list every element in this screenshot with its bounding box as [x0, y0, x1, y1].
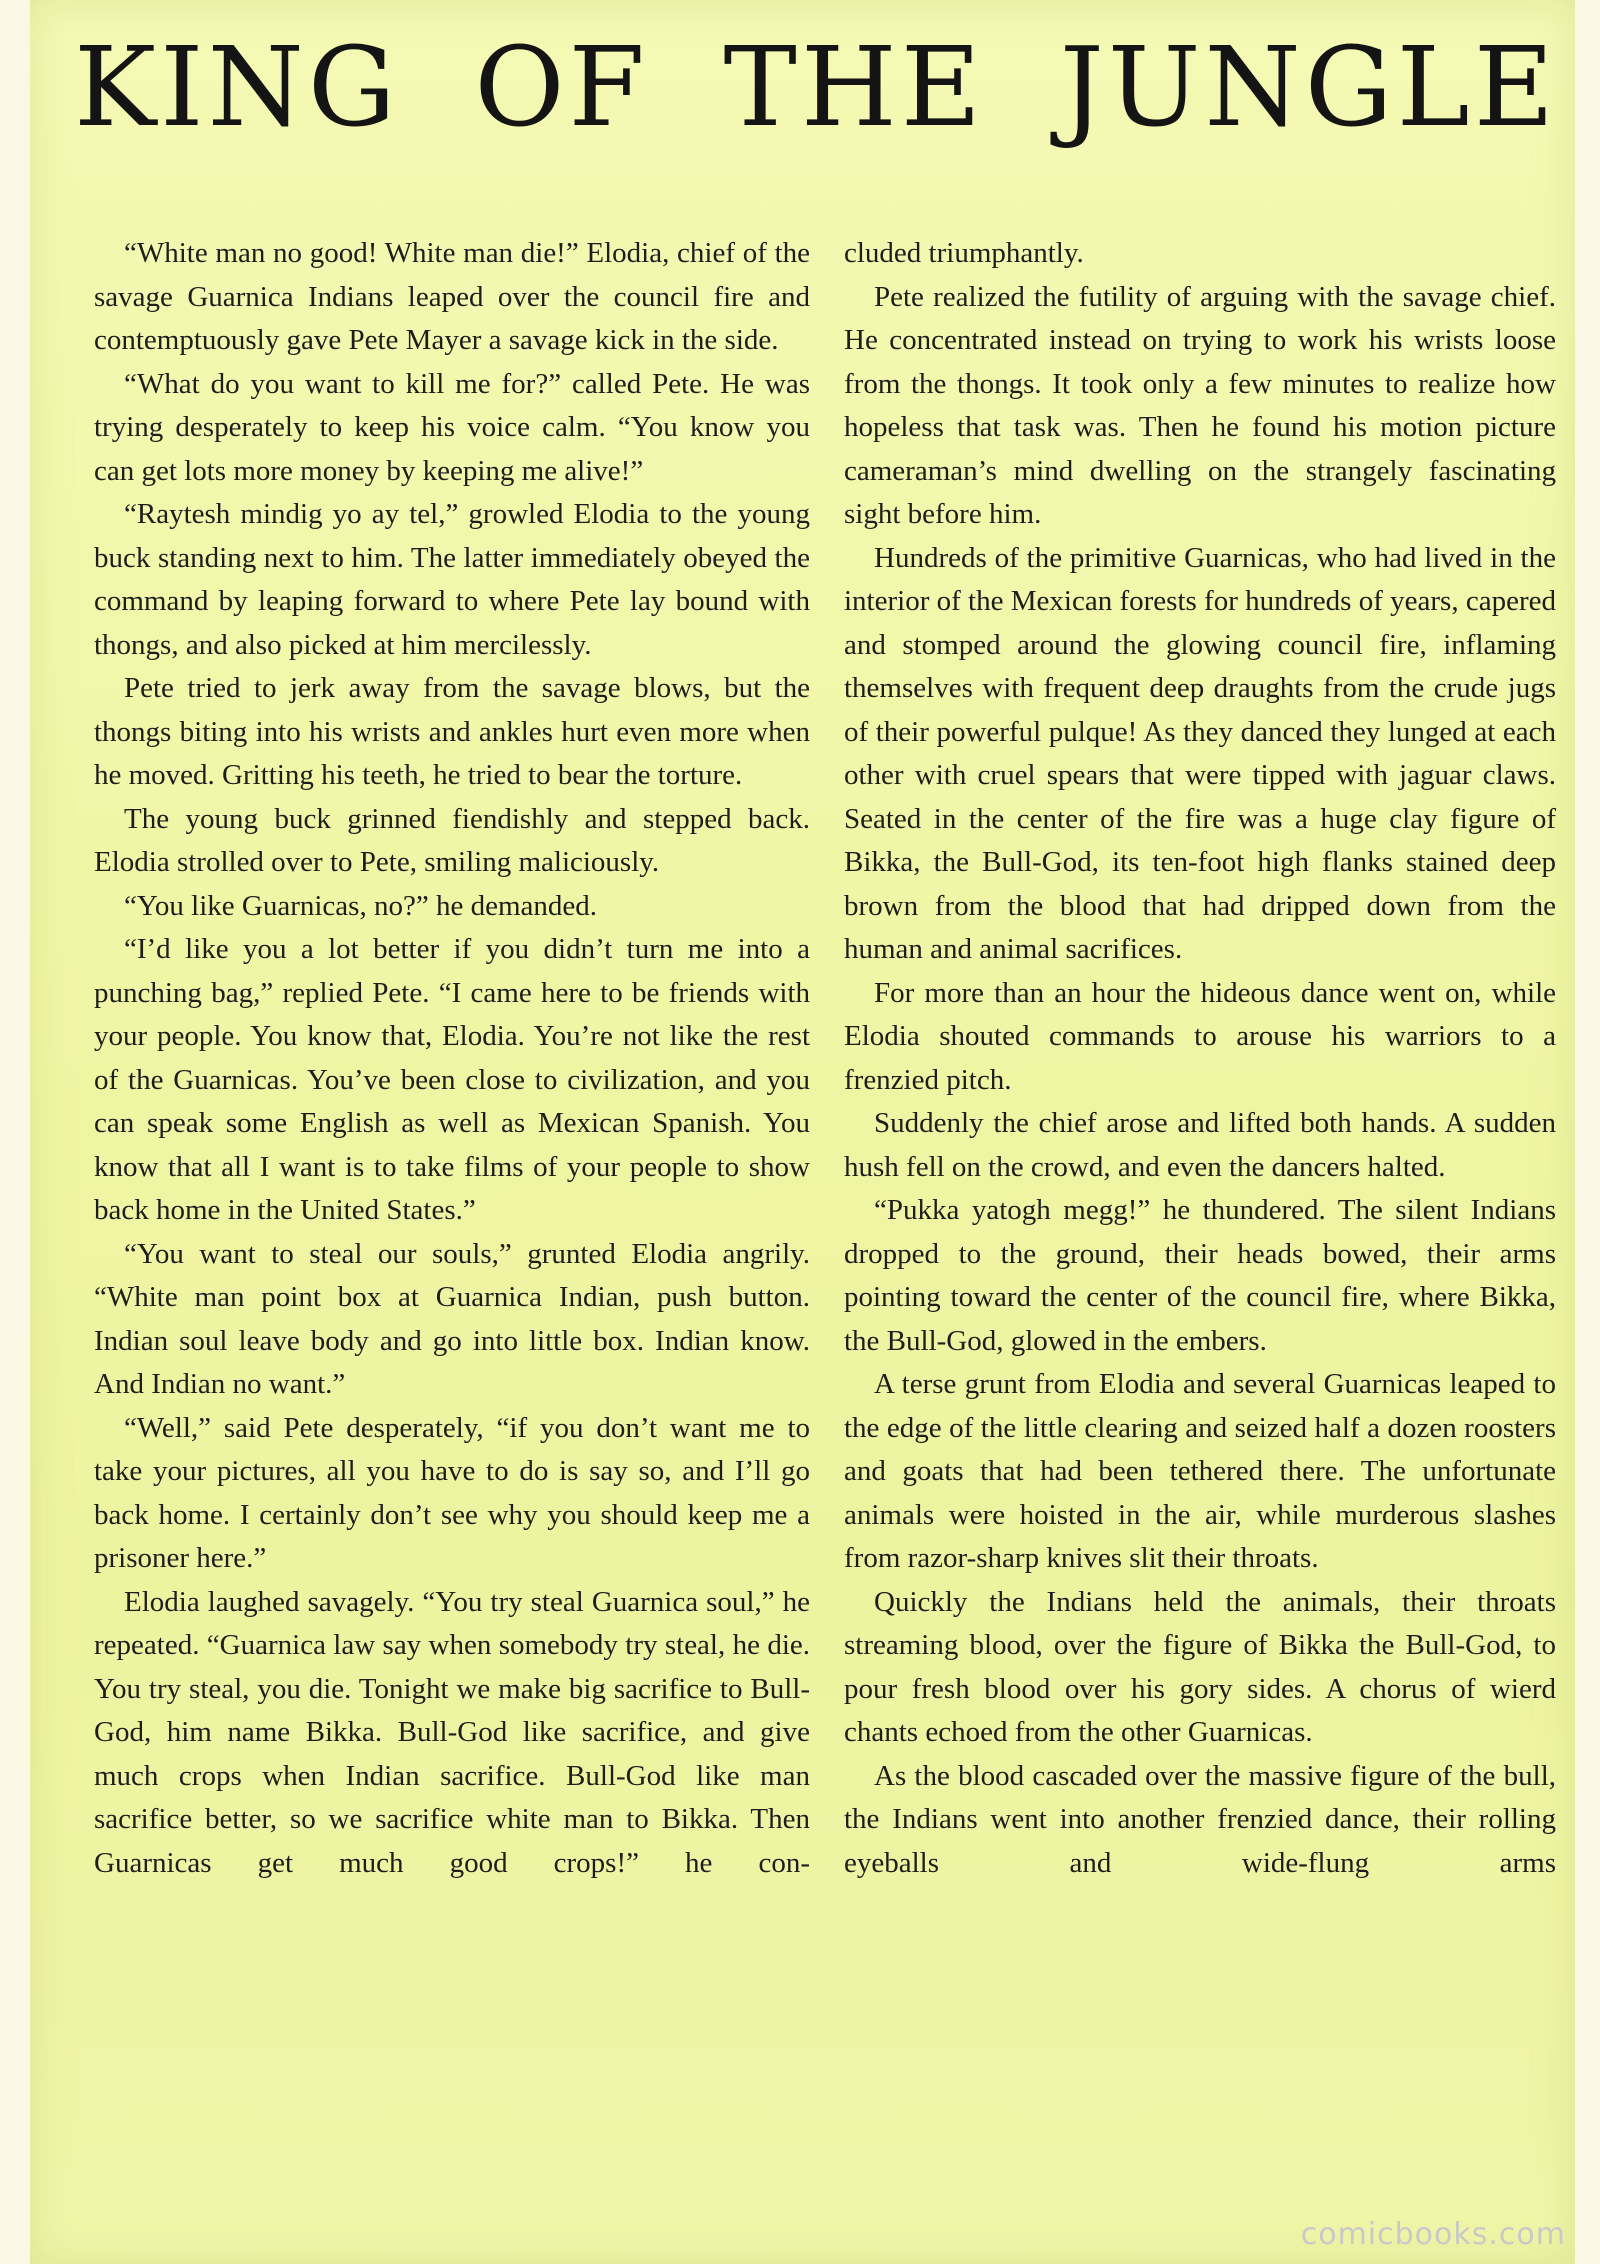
paragraph: Hundreds of the primitive Guarnicas, who had lived in the interior of the Mexican forests for hundreds of years, capered and stomped around the glowing council fire, inflaming themselves with frequent deep draughts from the crude jugs of their powerful pulque! As they danced they lunged at each other with cruel spears that were tipped with jaguar claws. Seated in the center of the fire was a huge clay figure of Bikka, the Bull-God, its ten-foot high flanks stained deep brown from the blood that had dripped down from the human and animal sacrifices.	[844, 541, 1556, 965]
paragraph: “What do you want to kill me for?” called Pete. He was trying desperately to keep his voice calm. “You know you can get lots more money by keeping me alive!”	[94, 367, 810, 487]
left-text-column	[94, 232, 810, 1885]
story-page	[30, 0, 1575, 2264]
paragraph: “You want to steal our souls,” grunted Elodia angrily. “White man point box at Guarnica Indian, push button. Indian soul leave body and go into little box. Indian know. And Indian no want.”	[94, 1237, 810, 1400]
title-word-3: THE	[723, 23, 986, 151]
paragraph: Elodia laughed savagely. “You try steal Guarnica soul,” he repeated. “Guarnica law say when somebody try steal, he die. You try steal, you die. Tonight we make big sacrifice to Bull-God, him name Bikka. Bull-God like sacrifice, and give much crops when Indian sacrifice. Bull-God like man sacrifice better, so we sacrifice white man to Bikka. Then Guarnicas get much good crops!” he con-	[94, 1585, 810, 1879]
paragraph: Pete tried to jerk away from the savage blows, but the thongs biting into his wrists and ankles hurt even more when he moved. Gritting his teeth, he tried to bear the torture.	[94, 672, 810, 791]
paragraph: “You like Guarnicas, no?” he demanded.	[124, 889, 597, 922]
paragraph: “Well,” said Pete desperately, “if you don’t want me to take your pictures, all you have to do is say so, and I’ll go back home. I certainly don’t see why you should keep me a prisoner here.”	[94, 1411, 810, 1574]
paragraph: The young buck grinned fiendishly and stepped back. Elodia strolled over to Pete, smiling maliciously.	[94, 802, 810, 878]
paragraph: cluded triumphantly.	[844, 237, 1084, 269]
paragraph: Pete realized the futility of arguing with the savage chief. He concentrated instead on trying to work his wrists loose from the thongs. It took only a few minutes to realize how hopeless that task was. Then he found his motion picture cameraman’s mind dwelling on the strangely fascinating sight before him.	[844, 280, 1556, 530]
right-text-column	[844, 232, 1556, 1885]
paragraph: Suddenly the chief arose and lifted both hands. A sudden hush fell on the crowd, and even the dancers halted.	[844, 1107, 1556, 1183]
paragraph: “White man no good! White man die!” Elodia, chief of the savage Guarnica Indians leaped over the council fire and contemptuously gave Pete Mayer a savage kick in the side.	[94, 237, 810, 356]
paragraph: “Pukka yatogh megg!” he thundered. The silent Indians dropped to the ground, their heads bowed, their arms pointing toward the center of the council fire, where Bikka, the Bull-God, glowed in the embers.	[844, 1194, 1556, 1357]
paragraph: As the blood cascaded over the massive figure of the bull, the Indians went into another frenzied dance, their rolling eyeballs and wide-flung arms	[844, 1759, 1556, 1879]
paragraph: A terse grunt from Elodia and several Guarnicas leaped to the edge of the little clearing and seized half a dozen roosters and goats that had been tethered there. The unfortunate animals were hoisted in the air, while murderous slashes from razor-sharp knives slit their throats.	[844, 1368, 1556, 1574]
site-watermark: comicbooks.com	[1300, 2217, 1566, 2252]
paragraph: “I’d like you a lot better if you didn’t turn me into a punching bag,” replied Pete. “I came here to be friends with your people. You know that, Elodia. You’re not like the rest of the Guarnicas. You’ve been close to civilization, and you can speak some English as well as Mexican Spanish. You know that all I want is to take films of your people to show back home in the United States.”	[94, 933, 810, 1226]
paragraph: Quickly the Indians held the animals, their throats streaming blood, over the figure of Bikka the Bull-God, to pour fresh blood over his gory sides. A chorus of wierd chants echoed from the other Guarnicas.	[844, 1585, 1556, 1748]
title-word-1: KING	[74, 23, 400, 151]
story-title	[74, 22, 1558, 152]
title-word-2: OF	[474, 23, 649, 151]
paragraph: “Raytesh mindig yo ay tel,” growled Elodia to the young buck standing next to him. The latter immediately obeyed the command by leaping forward to where Pete lay bound with thongs, and also picked at him mercilessly.	[94, 498, 810, 661]
paragraph: For more than an hour the hideous dance went on, while Elodia shouted commands to arouse his warriors to a frenzied pitch.	[844, 976, 1556, 1096]
title-word-4: JUNGLE	[1059, 23, 1558, 151]
